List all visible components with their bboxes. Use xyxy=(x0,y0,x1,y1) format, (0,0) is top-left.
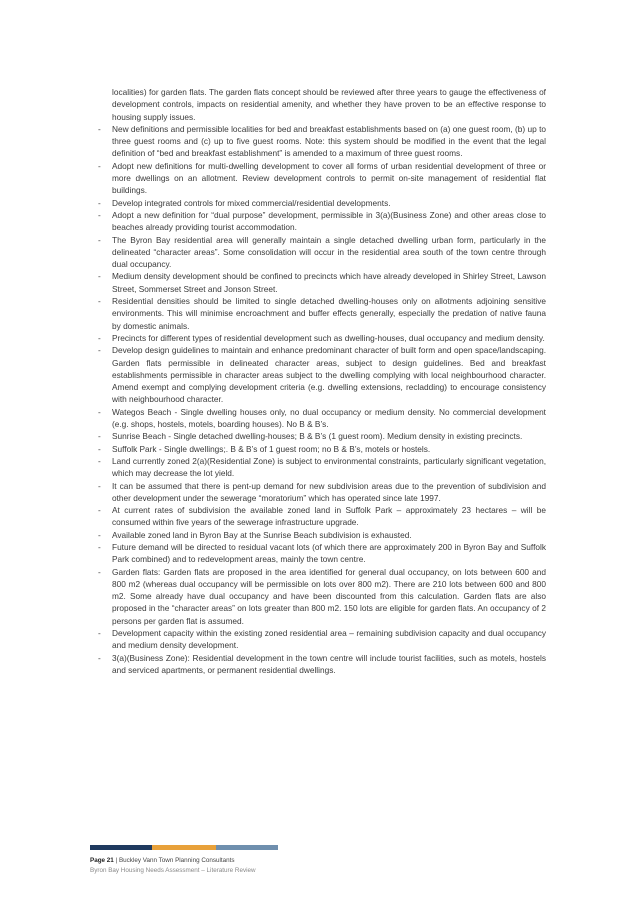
list-item-text: At current rates of subdivision the available zoned land in Suffolk Park – approximately 23 hectares – will be consumed within five years of the sewerage infrastructure upgrade. xyxy=(112,505,546,528)
list-item xyxy=(96,160,546,197)
list-item xyxy=(96,566,546,627)
bullet-dash: - xyxy=(98,271,101,282)
list-item-text: 3(a)(Business Zone): Residential development in the town centre will include tourist facilities, such as motels, hostels and serviced apartments, or permanent residential dwellings. xyxy=(112,652,546,675)
footer-separator: | xyxy=(113,857,119,864)
bullet-dash: - xyxy=(98,209,101,220)
list-item xyxy=(96,295,546,332)
list-item xyxy=(96,430,546,442)
list-item xyxy=(96,234,546,271)
list-item-text: The Byron Bay residential area will generally maintain a single detached dwelling urban form, particularly in the delineated “character areas”. Some consolidation will occur in the residential area south of the town centre through dual occupancy. xyxy=(112,234,546,270)
list-item xyxy=(96,541,546,566)
company-name: Buckley Vann Town Planning Consultants xyxy=(118,857,235,864)
page-number: Page 21 xyxy=(90,857,114,864)
list-item xyxy=(96,529,546,541)
bullet-dash: - xyxy=(98,431,101,442)
bullet-dash: - xyxy=(98,123,101,134)
intro-paragraph: localities) for garden flats. The garden flats concept should be reviewed after three years to gauge the effectiveness of development controls, impacts on residential amenity, and whether they have proven to be an effective response to housing supply issues. xyxy=(112,87,546,122)
list-item xyxy=(96,480,546,505)
list-item-text: It can be assumed that there is pent-up demand for new subdivision areas due to the prevention of subdivision and other development under the sewerage “moratorium” which has operated since late 1997. xyxy=(112,480,546,503)
bullet-dash: - xyxy=(98,505,101,516)
list-item xyxy=(96,123,546,160)
list-item-text: Develop integrated controls for mixed commercial/residential developments. xyxy=(112,197,391,208)
bullet-dash: - xyxy=(98,455,101,466)
list-item-text: Future demand will be directed to residual vacant lots (of which there are approximately 200 in Byron Bay and Suffolk Park combined) and to redevelopment areas, mainly the town centre. xyxy=(112,541,546,565)
body-text xyxy=(96,86,546,676)
bullet-dash: - xyxy=(98,160,101,171)
list-item-text: Precincts for different types of residential development such as dwelling-houses, dual occupancy and medium density. xyxy=(112,332,545,343)
bullet-dash: - xyxy=(98,406,101,417)
footer-bar-segment xyxy=(90,845,152,850)
list-item xyxy=(96,344,546,405)
document-subtitle: Byron Bay Housing Needs Assessment – Literature Review xyxy=(90,867,256,874)
list-item-text: Development capacity within the existing zoned residential area – remaining subdivision capacity and dual occupancy and medium density development. xyxy=(112,628,546,651)
list-item xyxy=(96,197,546,209)
list-item xyxy=(96,455,546,480)
list-item-text: Develop design guidelines to maintain and enhance predominant character of built form and open space/landscaping. Garden flats permissible in delineated character areas, subject to design guidelines. Bed and breakfast establishments permissible in character areas subject to the dwelling complying with local neighbourhood character. Amend exempt and complying development criteria (e.g. dwelling extensions, recladding) to encourage consistency with neighbourhood character. xyxy=(112,345,546,405)
list-item xyxy=(96,406,546,431)
list-item-text: Available zoned land in Byron Bay at the Sunrise Beach subdivision is exhausted. xyxy=(112,529,412,540)
list-item-text: Medium density development should be confined to precincts which have already developed in Shirley Street, Lawson Street, Sommerset Street and Jonson Street. xyxy=(112,271,546,294)
bullet-dash: - xyxy=(98,541,101,552)
list-item xyxy=(96,652,546,677)
list-item xyxy=(96,504,546,529)
bullet-dash: - xyxy=(98,480,101,491)
list-item-text: Garden flats: Garden flats are proposed in the area identified for general dual occupancy, on lots between 600 and 800 m2 (whereas dual occupancy will be permissible on lots over 800 m2). There are 210 lots between 600 and 800 m2. Some already have dual occupancy and have been discounted from this calculation. Garden flats are also proposed in the “character areas” on lots greater than 800 m2. 150 lots are eligible for garden flats. An occupancy of 2 persons per garden flat is assumed. xyxy=(112,566,546,626)
list-item-text: Land currently zoned 2(a)(Residential Zone) is subject to environmental constraints, particularly significant vegetation, which may decrease the lot yield. xyxy=(112,455,546,479)
list-item xyxy=(96,332,546,344)
list-item-text: Adopt new definitions for multi-dwelling development to cover all forms of urban residential development of three or more dwellings on an allotment. Review development controls to permit on-site management of residential flat buildings. xyxy=(112,160,546,196)
footer-bar-segment xyxy=(152,845,216,850)
bullet-dash: - xyxy=(98,296,101,307)
list-item-text: Residential densities should be limited to single detached dwelling-houses only on allotments adjoining sensitive environments. This will minimise encroachment and buffer effects generally, especially the predation of native fauna by domestic animals. xyxy=(112,296,546,331)
bullet-dash: - xyxy=(98,566,101,577)
bullet-dash: - xyxy=(98,443,101,454)
bullet-dash: - xyxy=(98,652,101,663)
list-item-text: Wategos Beach - Single dwelling houses only, no dual occupancy or medium density. No commercial development (e.g. shops, hostels, motels, boarding houses). No B & B’s. xyxy=(112,406,546,430)
footer-bar-segment xyxy=(216,845,278,850)
bullet-dash: - xyxy=(98,332,101,343)
bullet-dash: - xyxy=(98,628,101,639)
list-item-text: New definitions and permissible localities for bed and breakfast establishments based on (a) one guest room, (b) up to three guest rooms and (c) up to five guest rooms. Note: this system should be modified in the event that the legal definition of “bed and breakfast establishment” is amended to a maximum of three guest rooms. xyxy=(112,123,546,159)
list-item xyxy=(96,270,546,295)
list-item xyxy=(96,443,546,455)
list-item-text: Adopt a new definition for “dual purpose” development, permissible in 3(a)(Business Zone) and other areas close to beaches already providing tourist accommodation. xyxy=(112,209,546,233)
bullet-dash: - xyxy=(98,234,101,245)
bullet-dash: - xyxy=(98,197,101,208)
list-item-text: Suffolk Park - Single dwellings;. B & B’s of 1 guest room; no B & B’s, motels or hostels. xyxy=(112,443,431,454)
list-item xyxy=(96,209,546,234)
bullet-dash: - xyxy=(98,345,101,356)
list-item-text: Sunrise Beach - Single detached dwelling-houses; B & B’s (1 guest room). Medium density in existing precincts. xyxy=(112,431,523,442)
bullet-list xyxy=(96,123,546,676)
footer-page-info xyxy=(90,857,235,864)
footer-color-bar xyxy=(90,845,278,850)
list-item xyxy=(96,627,546,652)
bullet-dash: - xyxy=(98,529,101,540)
